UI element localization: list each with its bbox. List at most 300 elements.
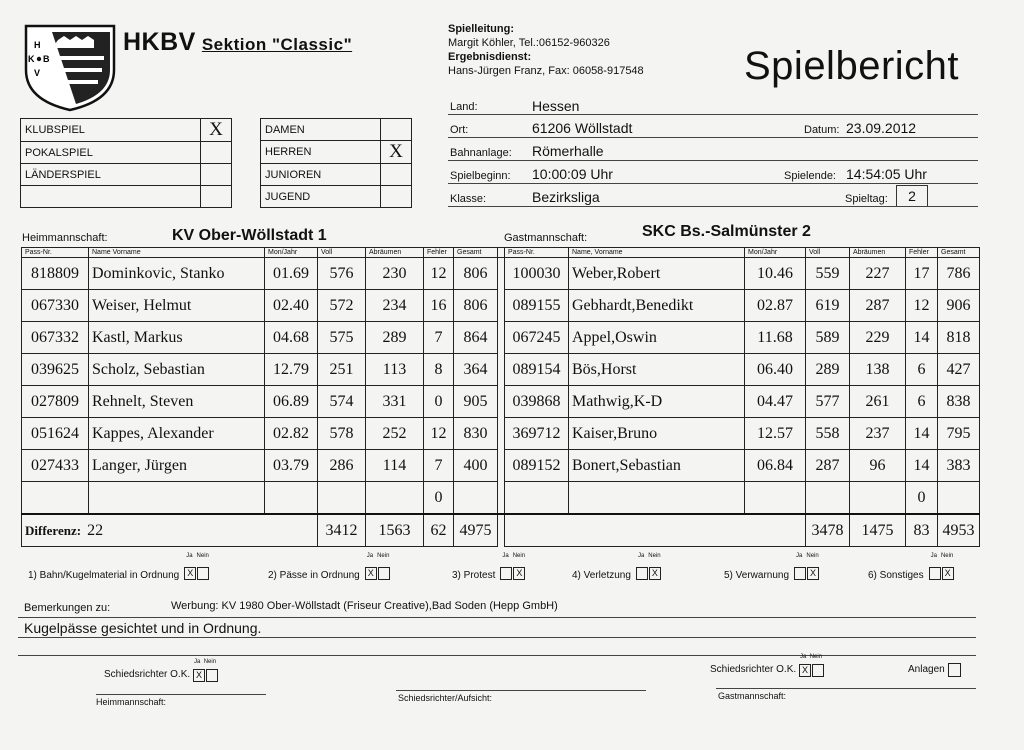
home-abraeumen-cell[interactable]: 230 xyxy=(366,258,424,290)
guest-player-name-cell[interactable]: Weber,Robert xyxy=(569,258,745,290)
checks-row xyxy=(28,553,988,595)
check-ja-box[interactable]: X xyxy=(365,567,377,580)
org-section: Sektion "Classic" xyxy=(201,35,353,54)
land-line xyxy=(448,114,978,115)
guest-voll-cell[interactable]: 289 xyxy=(806,354,850,386)
guest-gesamt-cell[interactable]: 818 xyxy=(938,322,980,354)
report-title: Spielbericht xyxy=(744,44,960,88)
home-player-name-cell[interactable]: Kastl, Markus xyxy=(89,322,265,354)
remarks-line-2 xyxy=(18,637,976,638)
left-referee-nein-checkbox[interactable] xyxy=(206,669,218,682)
guest-fehler-cell[interactable]: 0 xyxy=(906,482,938,515)
table-row xyxy=(22,450,980,482)
column-header: Gesamt xyxy=(938,248,980,258)
anlagen-checkbox[interactable] xyxy=(948,663,961,677)
match-type-label: KLUBSPIEL xyxy=(21,119,201,142)
remarks-line-3 xyxy=(18,655,976,656)
check-item xyxy=(452,553,526,583)
home-fehler-cell[interactable]: 7 xyxy=(424,450,454,482)
right-referee-nein-checkbox[interactable] xyxy=(812,664,824,677)
home-voll-cell[interactable]: 578 xyxy=(318,418,366,450)
home-signature-label: Heimmannschaft: xyxy=(96,697,167,707)
category-row xyxy=(261,164,412,186)
ja-nein-header xyxy=(367,553,390,559)
guest-voll-cell[interactable]: 619 xyxy=(806,290,850,322)
home-player-name-cell[interactable]: Langer, Jürgen xyxy=(89,450,265,482)
guest-mon-jahr-cell[interactable]: 11.68 xyxy=(745,322,806,354)
home-voll-cell[interactable]: 575 xyxy=(318,322,366,354)
check-item xyxy=(572,553,661,583)
home-mon-jahr-cell[interactable]: 04.68 xyxy=(265,322,318,354)
ja-nein-header xyxy=(796,553,819,559)
right-referee-boxes xyxy=(798,662,824,680)
home-pass-nr-cell[interactable]: 067330 xyxy=(22,290,89,322)
guest-gesamt-cell[interactable]: 383 xyxy=(938,450,980,482)
match-type-row xyxy=(21,164,232,186)
svg-text:B: B xyxy=(43,54,50,64)
home-voll-cell[interactable]: 572 xyxy=(318,290,366,322)
beginn-value[interactable]: 10:00:09 Uhr xyxy=(532,166,613,182)
home-total-voll: 3412 xyxy=(318,514,366,547)
check-item-boxes xyxy=(928,553,954,582)
guest-pass-nr-cell[interactable]: 089154 xyxy=(505,354,569,386)
check-nein-box[interactable]: X xyxy=(942,567,954,580)
nein-label: Nein xyxy=(203,659,217,665)
home-mon-jahr-cell[interactable] xyxy=(265,482,318,515)
guest-player-name-cell[interactable]: Mathwig,K-D xyxy=(569,386,745,418)
guest-gesamt-cell[interactable] xyxy=(938,482,980,515)
svg-text:V: V xyxy=(34,68,41,78)
guest-player-name-cell[interactable] xyxy=(569,482,745,515)
match-type-label: LÄNDERSPIEL xyxy=(21,164,201,186)
guest-player-name-cell[interactable]: Bonert,Sebastian xyxy=(569,450,745,482)
home-team-name[interactable]: KV Ober-Wöllstadt 1 xyxy=(172,227,327,244)
column-header: Voll xyxy=(318,248,366,258)
column-header: Voll xyxy=(806,248,850,258)
beginn-line xyxy=(448,183,978,184)
home-abraeumen-cell[interactable]: 114 xyxy=(366,450,424,482)
table-row xyxy=(22,482,980,515)
guest-fehler-cell[interactable]: 6 xyxy=(906,354,938,386)
match-type-mark[interactable] xyxy=(201,186,232,208)
bahn-value[interactable]: Römerhalle xyxy=(532,143,604,159)
home-gesamt-cell[interactable]: 864 xyxy=(454,322,498,354)
home-mon-jahr-cell[interactable]: 01.69 xyxy=(265,258,318,290)
guest-voll-cell[interactable]: 287 xyxy=(806,450,850,482)
check-item-boxes xyxy=(364,553,390,582)
check-item-label: 4) Verletzung xyxy=(572,570,631,581)
nein-label: Nein xyxy=(809,654,823,660)
home-gesamt-cell[interactable]: 364 xyxy=(454,354,498,386)
difference-value: 22 xyxy=(87,521,104,539)
home-mon-jahr-cell[interactable]: 06.89 xyxy=(265,386,318,418)
category-row xyxy=(261,186,412,208)
category-label: JUGEND xyxy=(261,186,381,208)
guest-mon-jahr-cell[interactable]: 02.87 xyxy=(745,290,806,322)
nein-label: Nein xyxy=(196,553,209,559)
right-referee-ok-label: Schiedsrichter O.K. xyxy=(710,664,797,675)
difference-label: Differenz: xyxy=(25,522,82,538)
guest-mon-jahr-cell[interactable]: 10.46 xyxy=(745,258,806,290)
check-item-boxes xyxy=(499,553,526,582)
ort-label: Ort: xyxy=(450,124,469,136)
ja-label: Ja xyxy=(796,553,803,559)
ort-value[interactable]: 61206 Wöllstadt xyxy=(532,120,633,136)
guest-pass-nr-cell[interactable]: 100030 xyxy=(505,258,569,290)
home-total-fehler: 62 xyxy=(424,514,454,547)
check-ja-box[interactable]: X xyxy=(184,567,196,580)
category-mark[interactable] xyxy=(381,119,412,141)
home-abraeumen-cell[interactable]: 289 xyxy=(366,322,424,354)
check-item xyxy=(268,553,390,583)
guest-gesamt-cell[interactable]: 838 xyxy=(938,386,980,418)
table-row xyxy=(22,418,980,450)
ort-line xyxy=(448,137,978,138)
lead-label: Spielleitung: xyxy=(448,23,514,35)
home-pass-nr-cell[interactable] xyxy=(22,482,89,515)
column-header: Fehler xyxy=(906,248,938,258)
bahn-label: Bahnanlage: xyxy=(450,147,512,159)
match-type-mark[interactable] xyxy=(201,142,232,164)
check-ja-box[interactable] xyxy=(636,567,648,580)
home-total-abraeumen: 1563 xyxy=(366,514,424,547)
guest-voll-cell[interactable]: 558 xyxy=(806,418,850,450)
check-item xyxy=(28,553,209,583)
ja-label: Ja xyxy=(637,553,645,559)
guest-fehler-cell[interactable]: 14 xyxy=(906,418,938,450)
home-fehler-cell[interactable]: 8 xyxy=(424,354,454,386)
guest-gesamt-cell[interactable]: 786 xyxy=(938,258,980,290)
difference-cell xyxy=(22,514,318,547)
left-referee-boxes xyxy=(192,667,218,685)
ende-value[interactable]: 14:54:05 Uhr xyxy=(846,166,927,182)
match-type-row xyxy=(21,119,232,142)
home-fehler-cell[interactable]: 7 xyxy=(424,322,454,354)
home-pass-nr-cell[interactable]: 067332 xyxy=(22,322,89,354)
check-nein-box[interactable]: X xyxy=(807,567,819,580)
home-voll-cell[interactable] xyxy=(318,482,366,515)
check-item xyxy=(868,553,954,583)
referee-signature-line xyxy=(396,690,646,691)
home-gesamt-cell[interactable]: 400 xyxy=(454,450,498,482)
guest-abraeumen-cell[interactable]: 229 xyxy=(850,322,906,354)
check-ja-box[interactable] xyxy=(929,567,941,580)
guest-mon-jahr-cell[interactable]: 06.40 xyxy=(745,354,806,386)
table-row xyxy=(22,354,980,386)
home-gesamt-cell[interactable]: 830 xyxy=(454,418,498,450)
guest-signature-line xyxy=(716,688,976,689)
guest-total-gesamt: 4953 xyxy=(938,514,980,547)
guest-player-name-cell[interactable]: Appel,Oswin xyxy=(569,322,745,354)
home-voll-cell[interactable]: 286 xyxy=(318,450,366,482)
table-gap xyxy=(498,290,505,322)
home-gesamt-cell[interactable]: 806 xyxy=(454,290,498,322)
guest-fehler-cell[interactable]: 17 xyxy=(906,258,938,290)
right-referee-ja-checkbox[interactable]: X xyxy=(799,664,811,677)
guest-player-name-cell[interactable]: Gebhardt,Benedikt xyxy=(569,290,745,322)
bahn-line xyxy=(448,160,978,161)
home-player-name-cell[interactable]: Kappes, Alexander xyxy=(89,418,265,450)
home-team-label: Heimmannschaft: xyxy=(22,232,108,244)
check-item-label: 2) Pässe in Ordnung xyxy=(268,570,360,581)
column-header: Pass-Nr. xyxy=(505,248,569,258)
results-body xyxy=(22,258,980,547)
guest-mon-jahr-cell[interactable]: 12.57 xyxy=(745,418,806,450)
guest-pass-nr-cell[interactable]: 089155 xyxy=(505,290,569,322)
results-label: Ergebnisdienst: xyxy=(448,51,532,63)
nein-label: Nein xyxy=(648,553,661,559)
results-value: Hans-Jürgen Franz, Fax: 06058-917548 xyxy=(448,65,644,77)
column-header: Pass-Nr. xyxy=(22,248,89,258)
table-row xyxy=(22,386,980,418)
svg-text:K: K xyxy=(28,54,35,64)
home-fehler-cell[interactable]: 12 xyxy=(424,418,454,450)
home-fehler-cell[interactable]: 12 xyxy=(424,258,454,290)
guest-voll-cell[interactable]: 559 xyxy=(806,258,850,290)
category-label: JUNIOREN xyxy=(261,164,381,186)
home-total-gesamt: 4975 xyxy=(454,514,498,547)
remarks-line-1 xyxy=(18,617,976,618)
category-label: HERREN xyxy=(261,141,381,164)
table-gap xyxy=(498,514,505,547)
home-mon-jahr-cell[interactable]: 03.79 xyxy=(265,450,318,482)
home-mon-jahr-cell[interactable]: 02.40 xyxy=(265,290,318,322)
column-header: Abräumen xyxy=(366,248,424,258)
guest-voll-cell[interactable]: 589 xyxy=(806,322,850,354)
home-player-name-cell[interactable]: Rehnelt, Steven xyxy=(89,386,265,418)
beginn-label: Spielbeginn: xyxy=(450,170,511,182)
guest-voll-cell[interactable]: 577 xyxy=(806,386,850,418)
ja-nein-header xyxy=(638,553,661,559)
results-table xyxy=(21,247,980,547)
check-item-label: 1) Bahn/Kugelmaterial in Ordnung xyxy=(28,570,180,581)
ja-label: Ja xyxy=(186,553,193,559)
left-referee-ja-checkbox[interactable]: X xyxy=(193,669,205,682)
ja-nein-header xyxy=(186,553,209,559)
check-nein-box[interactable]: X xyxy=(513,567,525,580)
match-type-row xyxy=(21,186,232,208)
home-fehler-cell[interactable]: 0 xyxy=(424,482,454,515)
svg-text:H: H xyxy=(34,40,41,50)
klasse-label: Klasse: xyxy=(450,193,487,205)
guest-player-name-cell[interactable]: Bös,Horst xyxy=(569,354,745,386)
land-label: Land: xyxy=(450,101,478,113)
spieltag-value[interactable]: 2 xyxy=(896,185,928,207)
home-signature-line xyxy=(96,694,266,695)
category-label: DAMEN xyxy=(261,119,381,141)
table-row xyxy=(22,322,980,354)
column-header: Mon/Jahr xyxy=(265,248,318,258)
home-gesamt-cell[interactable]: 905 xyxy=(454,386,498,418)
home-mon-jahr-cell[interactable]: 12.79 xyxy=(265,354,318,386)
remarks-label: Bemerkungen zu: xyxy=(24,602,111,614)
datum-label: Datum: xyxy=(804,124,840,136)
column-header: Name, Vorname xyxy=(569,248,745,258)
left-ja-nein xyxy=(194,659,216,665)
match-type-mark[interactable]: X xyxy=(201,119,232,142)
home-abraeumen-cell[interactable]: 331 xyxy=(366,386,424,418)
home-abraeumen-cell[interactable] xyxy=(366,482,424,515)
check-ja-box[interactable] xyxy=(794,567,806,580)
guest-pass-nr-cell[interactable]: 039868 xyxy=(505,386,569,418)
guest-total-spacer xyxy=(505,514,806,547)
home-pass-nr-cell[interactable]: 027809 xyxy=(22,386,89,418)
table-gap xyxy=(498,322,505,354)
anlagen-label: Anlagen xyxy=(908,664,945,675)
guest-abraeumen-cell[interactable]: 227 xyxy=(850,258,906,290)
datum-value[interactable]: 23.09.2012 xyxy=(846,120,917,136)
ja-nein-header xyxy=(931,553,954,559)
check-item-boxes xyxy=(183,553,209,582)
check-item-label: 3) Protest xyxy=(452,570,496,581)
guest-pass-nr-cell[interactable]: 369712 xyxy=(505,418,569,450)
klasse-line xyxy=(448,206,978,207)
home-pass-nr-cell[interactable]: 818809 xyxy=(22,258,89,290)
check-nein-box[interactable]: X xyxy=(649,567,661,580)
category-table xyxy=(260,118,412,208)
guest-player-name-cell[interactable]: Kaiser,Bruno xyxy=(569,418,745,450)
guest-team-name[interactable]: SKC Bs.-Salmünster 2 xyxy=(642,223,811,240)
guest-total-abraeumen: 1475 xyxy=(850,514,906,547)
lead-value: Margit Köhler, Tel.:06152-960326 xyxy=(448,37,610,49)
table-gap xyxy=(498,386,505,418)
home-gesamt-cell[interactable]: 806 xyxy=(454,258,498,290)
guest-abraeumen-cell[interactable]: 287 xyxy=(850,290,906,322)
match-type-label xyxy=(21,186,201,208)
guest-fehler-cell[interactable]: 14 xyxy=(906,450,938,482)
remarks-werbung: Werbung: KV 1980 Ober-Wöllstadt (Friseur Creative),Bad Soden (Hepp GmbH) xyxy=(171,600,558,612)
guest-abraeumen-cell[interactable]: 237 xyxy=(850,418,906,450)
ende-label: Spielende: xyxy=(784,170,836,182)
match-type-mark[interactable] xyxy=(201,164,232,186)
home-player-name-cell[interactable]: Dominkovic, Stanko xyxy=(89,258,265,290)
guest-team-label: Gastmannschaft: xyxy=(504,232,588,244)
table-gap xyxy=(498,418,505,450)
category-row xyxy=(261,141,412,164)
home-pass-nr-cell[interactable]: 051624 xyxy=(22,418,89,450)
home-abraeumen-cell[interactable]: 113 xyxy=(366,354,424,386)
right-ja-nein xyxy=(800,654,822,660)
guest-pass-nr-cell[interactable] xyxy=(505,482,569,515)
check-nein-box[interactable] xyxy=(197,567,209,580)
guest-fehler-cell[interactable]: 14 xyxy=(906,322,938,354)
guest-mon-jahr-cell[interactable]: 04.47 xyxy=(745,386,806,418)
left-referee-ok-label: Schiedsrichter O.K. xyxy=(104,669,191,680)
home-abraeumen-cell[interactable]: 252 xyxy=(366,418,424,450)
match-type-table xyxy=(20,118,232,208)
column-header: Abräumen xyxy=(850,248,906,258)
column-header: Mon/Jahr xyxy=(745,248,806,258)
guest-pass-nr-cell[interactable]: 067245 xyxy=(505,322,569,354)
table-gap xyxy=(498,482,505,515)
home-gesamt-cell[interactable] xyxy=(454,482,498,515)
guest-mon-jahr-cell[interactable]: 06.84 xyxy=(745,450,806,482)
guest-gesamt-cell[interactable]: 795 xyxy=(938,418,980,450)
spieltag-label: Spieltag: xyxy=(845,193,888,205)
remarks-note[interactable]: Kugelpässe gesichtet und in Ordnung. xyxy=(24,620,262,636)
check-item xyxy=(724,553,819,583)
category-mark[interactable]: X xyxy=(381,141,412,164)
match-type-label: POKALSPIEL xyxy=(21,142,201,164)
home-player-name-cell[interactable] xyxy=(89,482,265,515)
home-voll-cell[interactable]: 574 xyxy=(318,386,366,418)
check-item-boxes xyxy=(793,553,819,582)
home-fehler-cell[interactable]: 0 xyxy=(424,386,454,418)
referee-signature-label: Schiedsrichter/Aufsicht: xyxy=(398,693,493,703)
guest-total-fehler: 83 xyxy=(906,514,938,547)
check-item-label: 6) Sonstiges xyxy=(868,570,924,581)
guest-fehler-cell[interactable]: 6 xyxy=(906,386,938,418)
table-gap xyxy=(498,354,505,386)
guest-mon-jahr-cell[interactable] xyxy=(745,482,806,515)
land-value[interactable]: Hessen xyxy=(532,98,580,114)
ja-label: Ja xyxy=(502,553,509,559)
home-abraeumen-cell[interactable]: 234 xyxy=(366,290,424,322)
check-item-label: 5) Verwarnung xyxy=(724,570,790,581)
home-pass-nr-cell[interactable]: 027433 xyxy=(22,450,89,482)
guest-voll-cell[interactable] xyxy=(806,482,850,515)
home-voll-cell[interactable]: 576 xyxy=(318,258,366,290)
home-fehler-cell[interactable]: 16 xyxy=(424,290,454,322)
guest-abraeumen-cell[interactable]: 96 xyxy=(850,450,906,482)
contact-block xyxy=(448,22,644,78)
totals-row xyxy=(22,514,980,547)
home-mon-jahr-cell[interactable]: 02.82 xyxy=(265,418,318,450)
table-gap xyxy=(498,258,505,290)
org-brand xyxy=(123,28,352,57)
klasse-value[interactable]: Bezirksliga xyxy=(532,189,600,205)
home-player-name-cell[interactable]: Scholz, Sebastian xyxy=(89,354,265,386)
column-header: Gesamt xyxy=(454,248,498,258)
category-mark[interactable] xyxy=(381,186,412,208)
check-nein-box[interactable] xyxy=(378,567,390,580)
ja-label: Ja xyxy=(800,654,807,660)
guest-signature-label: Gastmannschaft: xyxy=(718,691,787,701)
home-voll-cell[interactable]: 251 xyxy=(318,354,366,386)
nein-label: Nein xyxy=(940,553,954,559)
table-gap xyxy=(498,248,505,258)
check-ja-box[interactable] xyxy=(500,567,512,580)
org-name: HKBV xyxy=(123,28,196,56)
column-header: Name Vorname xyxy=(89,248,265,258)
nein-label: Nein xyxy=(377,553,390,559)
nein-label: Nein xyxy=(806,553,819,559)
hkbv-crest-logo xyxy=(22,22,118,112)
column-header: Fehler xyxy=(424,248,454,258)
category-row xyxy=(261,119,412,141)
ja-label: Ja xyxy=(930,553,937,559)
guest-gesamt-cell[interactable]: 906 xyxy=(938,290,980,322)
table-row xyxy=(22,258,980,290)
home-pass-nr-cell[interactable]: 039625 xyxy=(22,354,89,386)
check-item-boxes xyxy=(635,553,661,582)
home-player-name-cell[interactable]: Weiser, Helmut xyxy=(89,290,265,322)
guest-fehler-cell[interactable]: 12 xyxy=(906,290,938,322)
table-gap xyxy=(498,450,505,482)
category-mark[interactable] xyxy=(381,164,412,186)
ja-label: Ja xyxy=(366,553,374,559)
nein-label: Nein xyxy=(512,553,526,559)
guest-gesamt-cell[interactable]: 427 xyxy=(938,354,980,386)
guest-abraeumen-cell[interactable]: 261 xyxy=(850,386,906,418)
guest-abraeumen-cell[interactable]: 138 xyxy=(850,354,906,386)
guest-abraeumen-cell[interactable] xyxy=(850,482,906,515)
results-header-row xyxy=(22,248,980,258)
ja-nein-header xyxy=(502,553,525,559)
match-type-row xyxy=(21,142,232,164)
guest-pass-nr-cell[interactable]: 089152 xyxy=(505,450,569,482)
table-row xyxy=(22,290,980,322)
